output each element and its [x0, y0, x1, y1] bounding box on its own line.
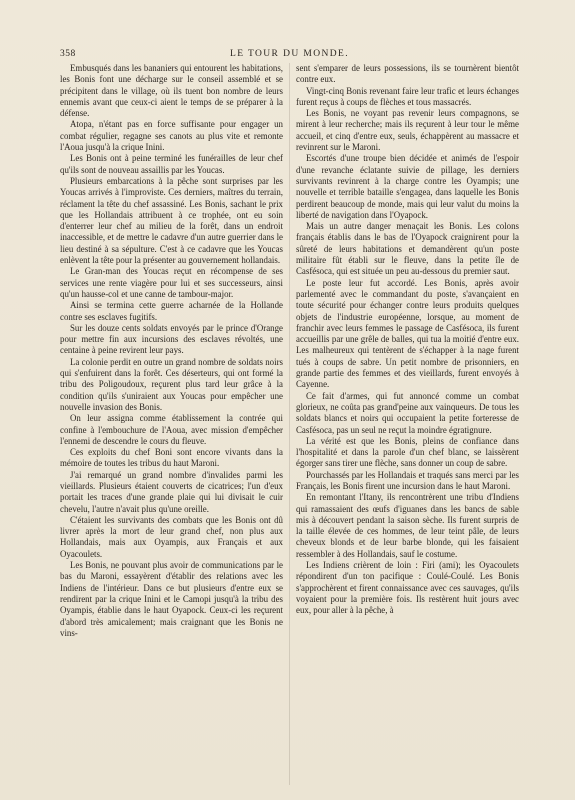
paragraph: Les Bonis ont à peine terminé les funérailles de leur chef qu'ils sont de nouveau assaillis par les Youcas. [60, 153, 283, 175]
column-divider [289, 63, 290, 785]
paragraph: Escortés d'une troupe bien décidée et animés de l'espoir d'une revanche éclatante suivie de pillage, les derniers survivants revinrent à la charge contre les Oyampis; une nouvelle et terrible bataille s'engagea, dans laquelle les Bonis perdirent beaucoup de monde, mais qui leur valut du moins la liberté de navigation dans l'Oyapock. [296, 153, 519, 220]
paragraph: Les Bonis, ne voyant pas revenir leurs compagnons, se mirent à leur recherche; mais ils reçurent à leur tour le même accueil, et cinq d'entre eux, seuls, échappèrent au massacre et revinrent sur le Maroni. [296, 108, 519, 153]
page-header [60, 49, 519, 63]
paragraph: C'étaient les survivants des combats que les Bonis ont dû livrer après la mort de leur grand chef, non plus aux Hollandais, mais aux Oyampis, aux Français et aux Oyacoulets. [60, 514, 283, 559]
paragraph: Le poste leur fut accordé. Les Bonis, après avoir parlementé avec le commandant du poste, s'avançaient en toute sécurité pour échanger contre leurs produits quelques objets de l'industrie européenne, lorsque, au moment de franchir avec leurs femmes le passage de Casfésoca, ils furent accueillis par une grêle de balles, qui tua la moitié d'entre eux. Les malheureux qui tentèrent de s'échapper à la nage furent tués à coups de sabre. Un petit nombre de prisonniers, en grande partie des femmes et des vieillards, furent envoyés à Cayenne. [296, 277, 519, 390]
left-column [60, 63, 283, 785]
paragraph: Le Gran-man des Youcas reçut en récompense de ses services une rente viagère pour lui et ses successeurs, ainsi qu'un hausse-col et une canne de tambour-major. [60, 266, 283, 299]
paragraph: Les Bonis, ne pouvant plus avoir de communications par le bas du Maroni, essayèrent d'établir des relations avec les Indiens de l'intérieur. Dans ce but plusieurs d'entre eux se rendirent par la crique Inini et le Camopi jusqu'à la tribu des Oyampis, établie dans le haut Oyapock. Ceux-ci les reçurent d'abord très amicalement; mais craignant que les Bonis ne vins- [60, 560, 283, 638]
paragraph: Les Indiens crièrent de loin : Firi (ami); les Oyacoulets répondirent d'un ton pacifique : Coulé-Coulé. Les Bonis s'approchèrent et firent connaissance avec ces sauvages, qu'ils voyaient pour la première fois. Ils restèrent huit jours avec eux, pour aller à la pêche, à [296, 560, 519, 616]
paragraph: Pourchassés par les Hollandais et traqués sans merci par les Français, les Bonis firent une incursion dans le haut Maroni. [296, 469, 519, 491]
paragraph: Ces exploits du chef Boni sont encore vivants dans la mémoire de toutes les tribus du haut Maroni. [60, 447, 283, 469]
paragraph: On leur assigna comme établissement la contrée qui confine à l'embouchure de l'Aoua, avec mission d'empêcher l'ennemi de descendre le cours du fleuve. [60, 413, 283, 446]
paragraph: Mais un autre danger menaçait les Bonis. Les colons français établis dans le bas de l'Oyapock craignirent pour la sûreté de leurs habitations et demandèrent qu'un poste militaire fût établi sur le fleuve, dans la petite île de Casfésoca, qui est située un peu au-dessous du premier saut. [296, 221, 519, 277]
paragraph: La colonie perdit en outre un grand nombre de soldats noirs qui s'enfuirent dans la forêt. Ces déserteurs, qui ont formé la tribu des Poligoudoux, reçurent plus tard leur grâce à la condition qu'ils s'uniraient aux Youcas pour empêcher une nouvelle invasion des Bonis. [60, 356, 283, 412]
paragraph: En remontant l'Itany, ils rencontrèrent une tribu d'Indiens qui ramassaient des œufs d'iguanes dans les bancs de sable mis à découvert pendant la saison sèche. Ils furent surpris de la taille élevée de ces hommes, de leur teint pâle, de leurs cheveux blonds et de leur barbe blonde, qui les faisaient ressembler à des Hollandais, sauf le costume. [296, 492, 519, 559]
paragraph: Vingt-cinq Bonis revenant faire leur trafic et leurs échanges furent reçus à coups de flèches et tous massacrés. [296, 85, 519, 107]
paragraph: J'ai remarqué un grand nombre d'invalides parmi les vieillards. Plusieurs étaient couverts de cicatrices; l'un d'eux portait les traces d'une grande plaie qui lui divisait le cuir chevelu, l'autre n'avait plus qu'une oreille. [60, 469, 283, 514]
paragraph: Plusieurs embarcations à la pêche sont surprises par les Youcas arrivés à l'improviste. Ces derniers, maîtres du terrain, réclament la tête du chef assassiné. Les Bonis, sachant le prix que les Hollandais attribuent à ce trophée, ont eu soin d'enterrer leur chef au milieu de la forêt, dans un endroit inaccessible, et de mettre le cadavre d'un autre guerrier dans le lieu destiné à sa sépulture. C'est à ce cadavre que les Youcas enlèvent la tête pour la présenter au gouvernement hollandais. [60, 175, 283, 266]
page-number: 358 [60, 49, 76, 59]
right-column [296, 63, 519, 785]
paragraph: Ce fait d'armes, qui fut annoncé comme un combat glorieux, ne coûta pas grand'peine aux vainqueurs. De tous les soldats blancs et noirs qui occupaient la petite forteresse de Casfésoca, pas un seul ne reçut la moindre égratignure. [296, 390, 519, 435]
paragraph: Atopa, n'étant pas en force suffisante pour engager un combat régulier, regagne ses canots au plus vite et remonte l'Aoua jusqu'à la crique Inini. [60, 119, 283, 153]
running-title: LE TOUR DU MONDE. [230, 49, 349, 59]
paragraph: Ainsi se termina cette guerre acharnée de la Hollande contre ses esclaves fugitifs. [60, 300, 283, 322]
paragraph: sent s'emparer de leurs possessions, ils se tournèrent bientôt contre eux. [296, 63, 519, 85]
paragraph: La vérité est que les Bonis, pleins de confiance dans l'hospitalité et dans la parole d'un chef blanc, se laissèrent égorger sans tirer une flèche, sans donner un coup de sabre. [296, 435, 519, 469]
paragraph: Embusqués dans les bananiers qui entourent les habitations, les Bonis font une décharge sur le conseil assemblé et se précipitent dans le village, où ils tuent bon nombre de leurs ennemis avant que ceux-ci aient le temps de se préparer à la défense. [60, 63, 283, 119]
paragraph: Sur les douze cents soldats envoyés par le prince d'Orange pour mettre fin aux incursions des esclaves révoltés, une centaine à peine revirent leur pays. [60, 322, 283, 356]
